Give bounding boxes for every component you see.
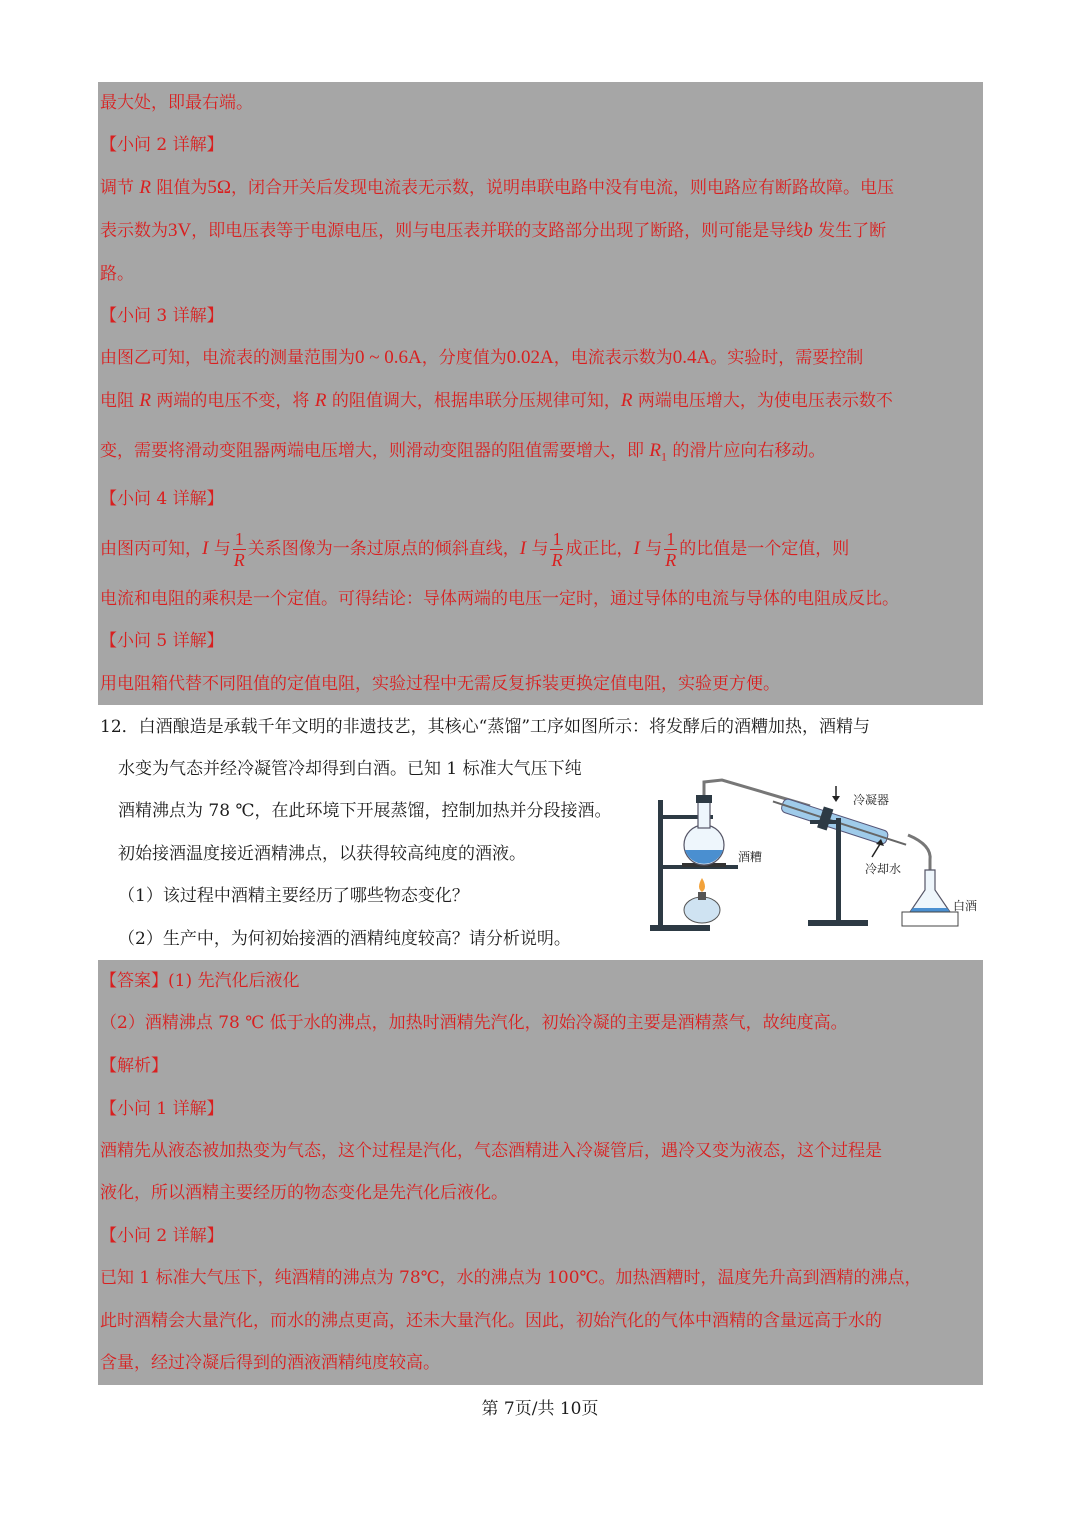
distillation-apparatus-figure: [640, 760, 985, 935]
text-line: 由图丙可知，I 与 $\frac{1}{R}$ 关系图像为一条过原点的倾斜直线，I 与 $\frac{1}{R}$ 成正比，I 与 $\frac{1}{R}$ 的比值是一个定值，则: [100, 529, 850, 570]
subquestion-heading-3: 【小问 3 详解】: [100, 306, 224, 326]
text-line: 电流和电阻的乘积是一个定值。可得结论：导体两端的电压一定时，通过导体的电流与导体的电阻成反比。: [100, 589, 899, 609]
subquestion-heading-2: 【小问 2 详解】: [100, 1226, 224, 1246]
question-text: 酒精沸点为 78 ℃，在此环境下开展蒸馏，控制加热并分段接酒。: [118, 801, 612, 821]
text-line: 变，需要将滑动变阻器两端电压增大，则滑动变阻器的阻值需要增大，即 $R_1$ 的滑片应向右移动。: [100, 440, 826, 464]
analysis-heading: 【解析】: [100, 1056, 168, 1076]
text-line: 调节 R 阻值为5Ω，闭合开关后发现电流表无示数，说明串联电路中没有电流，则电路应有断路故障。电压: [100, 177, 895, 198]
question-text: 水变为气态并经冷凝管冷却得到白酒。已知 1 标准大气压下纯: [118, 759, 582, 779]
page-number: 第 7页/共 10页: [481, 1399, 599, 1419]
label-liquor: 白酒: [953, 899, 978, 913]
question-text: 初始接酒温度接近酒精沸点，以获得较高纯度的酒液。: [118, 844, 526, 864]
subquestion-heading-1: 【小问 1 详解】: [100, 1099, 224, 1119]
text-line: 最大处，即最右端。: [100, 93, 253, 113]
text-line: 液化，所以酒精主要经历的物态变化是先汽化后液化。: [100, 1183, 508, 1203]
fraction: $\frac{1}{R}$: [551, 529, 563, 570]
text-line: 用电阻箱代替不同阻值的定值电阻，实验过程中无需反复拆装更换定值电阻，实验更方便。: [100, 674, 780, 694]
subquestion-heading-4: 【小问 4 详解】: [100, 489, 224, 509]
text-line: 表示数为3V，即电压表等于电源电压，则与电压表并联的支路部分出现了断路，则可能是导线b 发生了断: [100, 220, 887, 241]
label-coolant: 冷却水: [865, 862, 902, 876]
fraction: $\frac{1}{R}$: [665, 529, 677, 570]
answer-line: （2）酒精沸点 78 ℃ 低于水的沸点，加热时酒精先汽化，初始冷凝的主要是酒精蒸气，故纯度高。: [100, 1013, 848, 1033]
question-part-1: （1）该过程中酒精主要经历了哪些物态变化？: [118, 886, 469, 906]
question-part-2: （2）生产中，为何初始接酒的酒精纯度较高？请分析说明。: [118, 929, 571, 949]
label-condenser: 冷凝器: [853, 793, 890, 807]
answer-line: 【答案】(1) 先汽化后液化: [100, 971, 300, 991]
subquestion-heading-2: 【小问 2 详解】: [100, 135, 224, 155]
text-line: 电阻 R 两端的电压不变，将 R 的阻值调大，根据串联分压规律可知，R 两端电压增大，为使电压表示数不: [100, 390, 893, 411]
text-line: 已知 1 标准大气压下，纯酒精的沸点为 78℃，水的沸点为 100℃。加热酒糟时，温度先升高到酒精的沸点，: [100, 1268, 922, 1288]
text-line: 此时酒精会大量汽化，而水的沸点更高，还未大量汽化。因此，初始汽化的气体中酒精的含量远高于水的: [100, 1311, 882, 1331]
text-line: 由图乙可知，电流表的测量范围为0 ~ 0.6A，分度值为0.02A，电流表示数为0.4A。实验时，需要控制: [100, 347, 864, 368]
subquestion-heading-5: 【小问 5 详解】: [100, 631, 224, 651]
question-12-stem: 12．白酒酿造是承载千年文明的非遗技艺，其核心“蒸馏”工序如图所示：将发酵后的酒糟加热，酒精与: [100, 717, 871, 737]
fraction: $\frac{1}{R}$: [233, 529, 245, 570]
text-line: 路。: [100, 264, 134, 284]
text-line: 含量，经过冷凝后得到的酒液酒精纯度较高。: [100, 1353, 440, 1373]
text-line: 酒精先从液态被加热变为气态，这个过程是汽化，气态酒精进入冷凝管后，遇冷又变为液态，这个过程是: [100, 1141, 882, 1161]
label-mash: 酒糟: [738, 850, 763, 864]
